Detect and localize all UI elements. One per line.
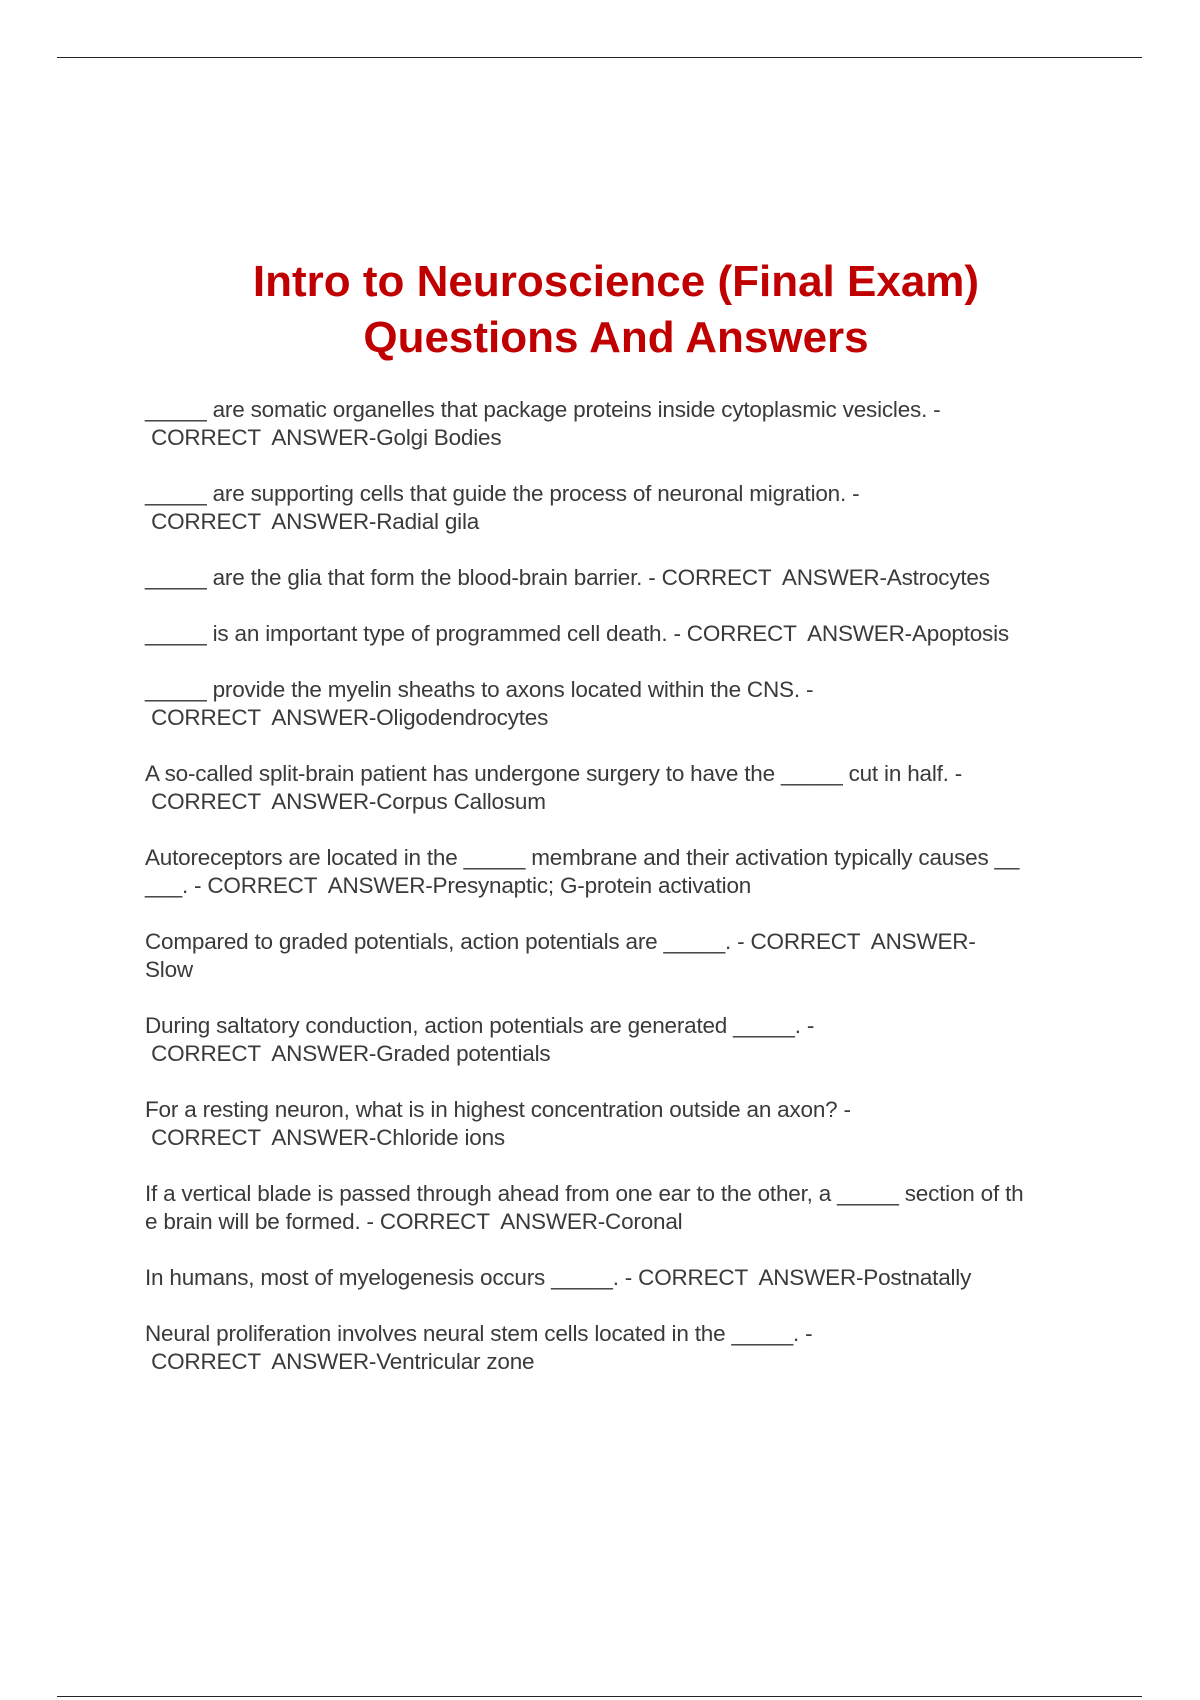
qa-item: A so-called split-brain patient has undergone surgery to have the _____ cut in half. - CORRECT ANSWER-Corpus Callosum	[145, 761, 963, 814]
title-line-1: Intro to Neuroscience (Final Exam)	[252, 257, 980, 306]
qa-item: Autoreceptors are located in the _____ membrane and their activation typically causes __ ___. - CORRECT ANSWER-Presynaptic; G-protein activation	[145, 845, 1020, 898]
qa-item: For a resting neuron, what is in highest concentration outside an axon? - CORRECT ANSWER-Chloride ions	[145, 1097, 851, 1150]
qa-item: Neural proliferation involves neural stem cells located in the _____. - CORRECT ANSWER-Ventricular zone	[145, 1321, 813, 1374]
qa-item: Compared to graded potentials, action potentials are _____. - CORRECT ANSWER- Slow	[145, 929, 976, 982]
qa-item: _____ provide the myelin sheaths to axons located within the CNS. - CORRECT ANSWER-Oligodendrocytes	[145, 677, 814, 730]
qa-item: _____ are the glia that form the blood-brain barrier. - CORRECT ANSWER-Astrocytes	[145, 565, 990, 590]
title-line-2: Questions And Answers	[363, 313, 869, 362]
top-divider	[57, 57, 1142, 58]
qa-item: _____ is an important type of programmed cell death. - CORRECT ANSWER-Apoptosis	[145, 621, 1009, 646]
question-answer-list	[145, 396, 1105, 1404]
qa-item: _____ are supporting cells that guide the process of neuronal migration. - CORRECT ANSWER-Radial gila	[145, 481, 860, 534]
qa-item: During saltatory conduction, action potentials are generated _____. - CORRECT ANSWER-Graded potentials	[145, 1013, 815, 1066]
qa-item: _____ are somatic organelles that package proteins inside cytoplasmic vesicles. - CORRECT ANSWER-Golgi Bodies	[145, 397, 941, 450]
qa-item: If a vertical blade is passed through ahead from one ear to the other, a _____ section of th e brain will be formed. - CORRECT ANSWER-Coronal	[145, 1181, 1024, 1234]
qa-item: In humans, most of myelogenesis occurs _____. - CORRECT ANSWER-Postnatally	[145, 1265, 972, 1290]
document-title	[0, 254, 1200, 366]
bottom-divider	[57, 1696, 1142, 1697]
